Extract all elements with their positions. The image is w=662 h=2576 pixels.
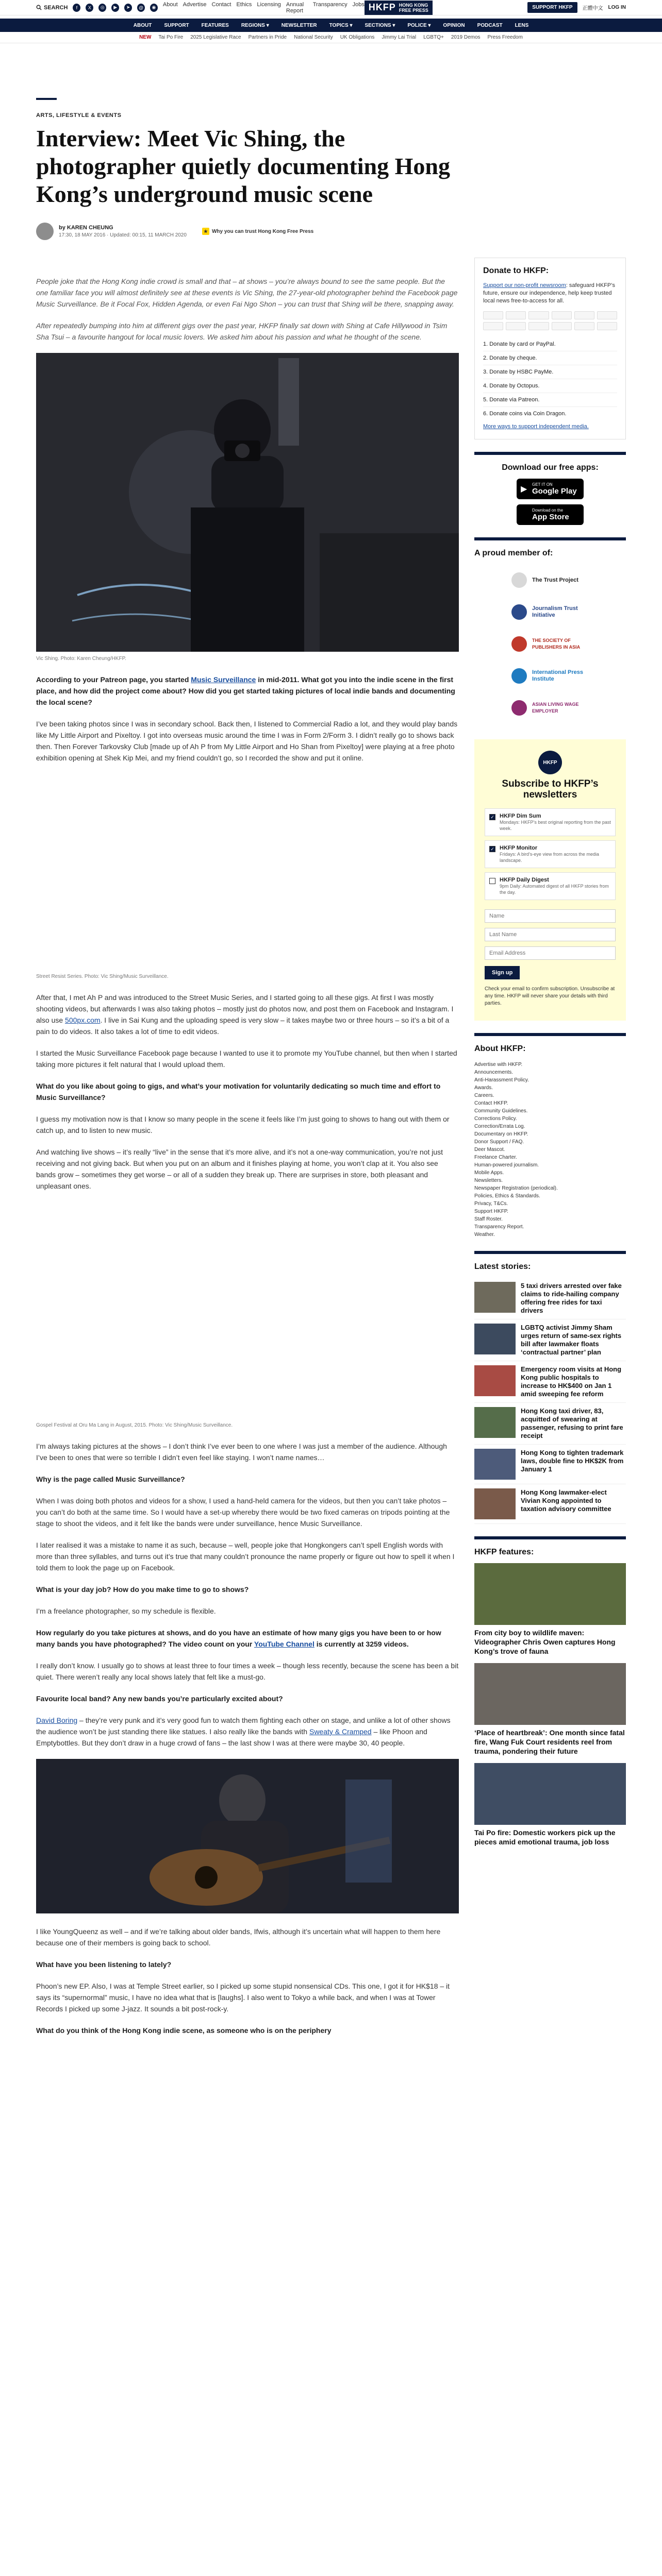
author-name[interactable]: by KAREN CHEUNG <box>59 225 113 231</box>
trending-item[interactable]: Jimmy Lai Trial <box>382 35 417 40</box>
article-title: Interview: Meet Vic Shing, the photographer quietly documenting Hong Kong’s underground music scene <box>36 125 450 207</box>
about-link[interactable]: Weather. <box>474 1232 495 1238</box>
about-link[interactable]: Donor Support / FAQ. <box>474 1139 524 1145</box>
interview-answer: I’ve been taking photos since I was in secondary school. Back then, I listened to Commercial Radio a lot, and they would play bands like My Little Airport and Pixeltoy. I got into overseas music around the time I was in Form 2/Form 3. I didn’t really go to shows back then. Then Forever Tarkovsky Club [made up of Ah P from My Little Airport and Ho Shan from Pixeltoy] were playing at a free photo exhibition opening at Shek Kip Mei, and my friend couldn’t go, so I recorded the show and put it online. <box>36 720 458 762</box>
trending-item[interactable]: Press Freedom <box>487 35 523 40</box>
payment-icon <box>528 311 549 319</box>
app-store-label: App Store <box>532 513 569 521</box>
signup-button[interactable]: Sign up <box>485 966 520 979</box>
interview-answer: I’m always taking pictures at the shows – I don’t think I’ve ever been to one where I was just a member of the audience. Although I’ve been to ones that were so terrible I didn’t even feel like staying. I won’t name names… <box>36 1442 447 1462</box>
about-link[interactable]: Advertise with HKFP. <box>474 1062 523 1067</box>
trending-item[interactable]: 2025 Legislative Race <box>190 35 241 40</box>
newsletter-badge: HKFP <box>538 751 562 774</box>
google-play-small: GET IT ON <box>532 482 553 487</box>
interview-question: Favourite local band? Any new bands you’re particularly excited about? <box>36 1694 283 1703</box>
interview-answer: I really don’t know. I usually go to shows at least three to four times a week – though less recently, because the scene has been a bit quiet. There weren’t really any local shows lately that felt like a must-go. <box>36 1662 459 1681</box>
youtube-channel-link[interactable]: YouTube Channel <box>254 1640 315 1648</box>
partner-name: The Trust Project <box>532 577 578 583</box>
nav-item[interactable]: LENS <box>515 22 529 28</box>
donate-option[interactable]: 2. Donate by cheque. <box>483 351 617 365</box>
trending-item[interactable]: Partners in Pride <box>248 35 287 40</box>
trust-link[interactable] <box>202 228 313 235</box>
guitarist-photo[interactable] <box>36 1759 459 1913</box>
about-link[interactable]: Documentary on HKFP. <box>474 1131 528 1137</box>
google-play-label: Google Play <box>532 487 577 496</box>
search-label: SEARCH <box>44 4 68 11</box>
guitarist-photo-image <box>36 1759 459 1913</box>
nav-item[interactable]: SUPPORT <box>164 22 189 28</box>
donate-title: Donate to HKFP: <box>483 266 549 275</box>
portrait-photo-image <box>36 353 459 652</box>
feature-title[interactable]: Tai Po fire: Domestic workers pick up the pieces amid emotional trauma, job loss <box>474 1828 616 1846</box>
trust-icon: ★ <box>202 228 209 235</box>
trending-new-label: NEW <box>139 35 152 40</box>
nav-item[interactable]: OPINION <box>443 22 465 28</box>
section-rule <box>474 1536 626 1539</box>
story-title: Hong Kong to tighten trademark laws, double fine to HK$2K from January 1 <box>521 1449 624 1473</box>
login-link[interactable]: LOG IN <box>608 5 626 10</box>
logo-subtext: HONG KONG FREE PRESS <box>399 2 428 13</box>
partner-logo[interactable] <box>474 692 626 724</box>
nav-item[interactable]: PODCAST <box>477 22 503 28</box>
about-link[interactable]: Policies, Ethics & Standards. <box>474 1193 540 1199</box>
about-link[interactable]: Newsletters. <box>474 1178 503 1183</box>
interview-answer: I guess my motivation now is that I know so many people in the scene it feels like I’m just going to shows to hang out with them or catch up, and to listen to new music. <box>36 1115 450 1134</box>
festival-photo-image <box>36 1202 459 1418</box>
apps-title: Download our free apps: <box>502 463 599 472</box>
lead-paragraph: After repeatedly bumping into him at different gigs over the past year, HKFP finally sat down with Shing at Cafe Hillywood in Tsim Sha Tsui – a favourite hangout for local music lovers. We asked him about his passion and what he thought of the scene. <box>36 321 448 341</box>
newsletter-name: HKFP Monitor <box>500 845 538 851</box>
portrait-photo[interactable] <box>36 353 459 652</box>
partner-logo[interactable] <box>474 596 626 628</box>
partner-name: THE SOCIETY OF PUBLISHERS IN ASIA <box>532 638 581 650</box>
sopa-icon <box>511 636 527 652</box>
partner-logo[interactable] <box>474 660 626 692</box>
interview-question: Why is the page called Music Surveillance? <box>36 1475 185 1483</box>
ipi-icon <box>511 668 527 684</box>
partners-title: A proud member of: <box>474 549 553 557</box>
about-link[interactable]: Support HKFP. <box>474 1209 508 1214</box>
google-play-button[interactable] <box>517 479 584 499</box>
sidebar <box>474 258 626 1854</box>
latest-story[interactable] <box>474 1278 626 1319</box>
payment-icon <box>483 322 503 330</box>
instagram-icon[interactable]: ◎ <box>98 4 106 12</box>
donate-option[interactable]: 5. Donate via Patreon. <box>483 393 617 407</box>
play-store-icon: ▶ <box>521 485 527 494</box>
newsletter-name: HKFP Dim Sum <box>500 813 541 819</box>
interview-question: How regularly do you take pictures at shows, and do you have an estimate of how many gigs you have been to or how many bands you have photographed? The video count on your YouTube Channel is currently at 3259 videos. <box>36 1629 441 1648</box>
donate-option[interactable]: 1. Donate by card or PayPal. <box>483 337 617 351</box>
festival-photo[interactable] <box>36 1202 459 1418</box>
article-dates: 17:30, 18 MAY 2016 · Updated: 00:15, 11 MARCH 2020 <box>59 232 187 238</box>
about-links <box>474 1061 626 1239</box>
jti-icon <box>511 604 527 620</box>
article-body <box>36 276 459 2046</box>
photo-caption: Gospel Festival at Oru Ma Lang in August, 2015. Photo: Vic Shing/Music Surveillance. <box>36 1422 233 1428</box>
living-wage-icon <box>511 700 527 716</box>
feature-image[interactable] <box>474 1563 626 1625</box>
music-surveillance-link[interactable]: Music Surveillance <box>191 675 256 684</box>
top-link[interactable]: Ethics <box>236 1 252 8</box>
donate-option[interactable]: 6. Donate coins via Coin Dragon. <box>483 411 567 417</box>
about-link[interactable]: Privacy, T&Cs. <box>474 1201 508 1207</box>
top-link[interactable]: About <box>162 1 178 8</box>
newsletter-desc: 9pm Daily: Automated digest of all HKFP stories from the day. <box>500 884 609 895</box>
top-link[interactable]: Contact <box>211 1 231 8</box>
partner-name: Journalism Trust Initiative <box>532 605 578 618</box>
latest-story[interactable] <box>474 1319 626 1361</box>
youtube-icon[interactable]: ▶ <box>111 4 119 12</box>
nav-item[interactable]: NEWSLETTER <box>281 22 317 28</box>
checkbox-icon[interactable] <box>489 878 495 884</box>
newsletter-option[interactable] <box>485 808 616 836</box>
about-title: About HKFP: <box>474 1044 526 1053</box>
email-input[interactable] <box>485 946 616 960</box>
trending-item[interactable]: LGBTQ+ <box>423 35 444 40</box>
payment-icon <box>483 311 503 319</box>
trending-item[interactable]: National Security <box>294 35 333 40</box>
nav-item[interactable]: SECTIONS ▾ <box>365 22 395 28</box>
500px-link[interactable]: 500px.com <box>65 1016 101 1024</box>
nav-item[interactable]: FEATURES <box>201 22 229 28</box>
story-title: LGBTQ activist Jimmy Sham urges return of same-sex rights bill after lawmaker floats ‘contractual partner’ plan <box>521 1324 622 1356</box>
interview-question: What do you like about going to gigs, and what’s your motivation for voluntarily dedicating so much time and effort to Music Surveillance? <box>36 1082 441 1101</box>
newsletter-option[interactable] <box>485 872 616 900</box>
story-thumbnail <box>474 1488 516 1519</box>
nav-item[interactable]: ABOUT <box>133 22 152 28</box>
about-link[interactable]: Newspaper Registration (periodical). <box>474 1185 558 1191</box>
trust-project-icon <box>511 572 527 588</box>
nav-item[interactable]: POLICE ▾ <box>407 22 431 28</box>
photo-caption: Street Resist Series. Photo: Vic Shing/Music Surveillance. <box>36 974 169 979</box>
support-newsroom-link[interactable]: Support our non-profit newsroom <box>483 282 566 289</box>
interview-answer: David Boring – they’re very punk and it’s very good fun to watch them fighting each other on stage, and unlike a lot of other shows the audience won’t be just standing there like statues. I also really like the bands with Sweaty & Cramped – like Phoon and Emptybottles. But they don’t draw in a huge crowd of fans – the last show I was at there were maybe 30, 40 people. <box>36 1716 451 1747</box>
sweaty-cramped-link[interactable]: Sweaty & Cramped <box>309 1727 372 1736</box>
top-links <box>163 2 365 14</box>
latest-story[interactable] <box>474 1403 626 1445</box>
newsletter-widget <box>474 739 626 1021</box>
photo-caption: Vic Shing. Photo: Karen Cheung/HKFP. <box>36 656 126 662</box>
payment-icon <box>506 322 526 330</box>
x-icon[interactable]: X <box>86 4 93 12</box>
support-hkfp-button[interactable]: SUPPORT HKFP <box>527 2 577 13</box>
newsletter-title: Subscribe to HKFP’s newsletters <box>502 778 599 800</box>
david-boring-link[interactable]: David Boring <box>36 1716 78 1724</box>
story-title: Hong Kong lawmaker-elect Vivian Kong appointed to taxation advisory committee <box>521 1488 611 1513</box>
latest-story[interactable] <box>474 1484 626 1524</box>
newsletter-name: HKFP Daily Digest <box>500 877 549 883</box>
title-rule <box>36 98 57 100</box>
story-thumbnail <box>474 1449 516 1480</box>
partner-name: ASIAN LIVING WAGE EMPLOYER <box>532 702 579 714</box>
rss-icon[interactable]: ◉ <box>150 4 158 12</box>
partner-name: International Press Institute <box>532 669 584 682</box>
about-link[interactable]: Contact HKFP. <box>474 1100 508 1106</box>
more-ways-link[interactable]: More ways to support independent media. <box>483 423 589 430</box>
newsletter-option[interactable] <box>485 840 616 868</box>
latest-story[interactable] <box>474 1445 626 1484</box>
about-link[interactable]: Careers. <box>474 1093 494 1098</box>
newsletter-desc: Fridays: A bird’s-eye view from across the media landscape. <box>500 852 599 863</box>
donate-widget <box>474 258 626 439</box>
payment-icon <box>574 322 594 330</box>
section-rule <box>474 1251 626 1254</box>
top-link[interactable]: Licensing <box>257 1 281 8</box>
newsletter-note: Check your email to confirm subscription. Unsubscribe at any time. HKFP will never share your details with third parties. <box>485 986 615 1006</box>
facebook-icon[interactable]: f <box>73 4 80 12</box>
author-avatar <box>36 223 54 240</box>
interview-question: What is your day job? How do you make time to go to shows? <box>36 1585 249 1594</box>
payment-icon <box>528 322 549 330</box>
main-nav <box>0 19 662 32</box>
feature-title[interactable]: From city boy to wildlife maven: Videographer Chris Owen captures Hong Kong’s trove of fauna <box>474 1629 616 1655</box>
payment-icon <box>574 311 594 319</box>
about-link[interactable]: Corrections Policy. <box>474 1116 517 1122</box>
top-link[interactable]: Jobs <box>352 1 365 8</box>
trust-text: Why you can trust Hong Kong Free Press <box>211 228 314 234</box>
about-link[interactable]: Human-powered journalism. <box>474 1162 539 1168</box>
about-link[interactable]: Transparency Report. <box>474 1224 524 1230</box>
about-link[interactable]: Announcements. <box>474 1070 514 1075</box>
feature-image[interactable] <box>474 1663 626 1725</box>
interview-question: According to your Patreon page, you started Music Surveillance in mid-2011. What got you into the indie scene in the first place, and how did the project come about? How did you get started taking pictures of local indie bands and documenting the local scene? <box>36 675 455 706</box>
interview-question: What do you think of the Hong Kong indie scene, as someone who is on the periphery <box>36 2026 332 2035</box>
byline <box>36 223 626 240</box>
top-link[interactable]: Annual Report <box>286 1 304 14</box>
app-store-small: Download on the <box>532 508 564 513</box>
logo-text: HKFP <box>368 2 396 12</box>
payment-icon <box>597 311 617 319</box>
newsletter-desc: Mondays: HKFP’s best original reporting from the past week. <box>500 820 611 831</box>
interview-answer: I like YoungQueenz as well – and if we’re talking about older bands, Ifwis, although it’s uncertain what will happen to them here because one of their members is going back to school. <box>36 1927 441 1947</box>
section-rule <box>474 1033 626 1036</box>
trending-item[interactable]: Tai Po Fire <box>158 35 184 40</box>
payment-methods <box>483 311 617 330</box>
top-utility-bar <box>0 0 662 15</box>
payment-icon <box>597 322 617 330</box>
feature-image[interactable] <box>474 1763 626 1825</box>
story-thumbnail <box>474 1324 516 1354</box>
story-title: Hong Kong taxi driver, 83, acquitted of swearing at passenger, refusing to print fare receipt <box>521 1407 623 1439</box>
story-thumbnail <box>474 1407 516 1438</box>
section-rule <box>474 452 626 455</box>
interview-answer: I started the Music Surveillance Facebook page because I wanted to use it to promote my YouTube channel, but then when I started taking more pictures it felt natural that I would upload them. <box>36 1049 457 1069</box>
article-category[interactable]: ARTS, LIFESTYLE & EVENTS <box>36 112 122 118</box>
about-link[interactable]: Anti-Harassment Policy. <box>474 1077 529 1083</box>
search-icon <box>36 5 42 10</box>
telegram-icon[interactable]: ➤ <box>124 4 132 12</box>
donate-option[interactable]: 4. Donate by Octopus. <box>483 379 617 393</box>
features-title: HKFP features: <box>474 1548 534 1556</box>
interview-answer: When I was doing both photos and videos for a show, I used a hand-held camera for the videos, but then you can’t take photos – you can’t do both at the same time. So I would have a set-up whereby there would be two fixed cameras on tripods pointing at the stage to shoot the videos, and it felt like the bands were under surveillance, hence Music Surveillance. <box>36 1497 450 1528</box>
donate-options <box>483 337 617 420</box>
feature-title[interactable]: ‘Place of heartbreak’: One month since fatal fire, Wang Fuk Court residents reel from trauma, pondering their future <box>474 1728 625 1755</box>
partner-logo[interactable] <box>474 628 626 660</box>
interview-answer: I later realised it was a mistake to name it as such, because – well, people joke that Hongkongers can’t spell English words with more than three syllables, and turns out it’s true that many couldn’t pronounce the name properly or figure out how to spell it when I told them to look the page up on Facebook. <box>36 1541 455 1572</box>
latest-story[interactable] <box>474 1361 626 1403</box>
latest-title: Latest stories: <box>474 1262 531 1271</box>
donate-option[interactable]: 3. Donate by HSBC PayMe. <box>483 365 617 379</box>
app-store-button[interactable] <box>517 504 584 525</box>
about-link[interactable]: Correction/Errata Log. <box>474 1124 525 1129</box>
interview-answer: And watching live shows – it’s really “live” in the sense that it’s more alive, and it’s not a one-way communication, you’re not just receiving and not giving back. But when you put on an album and it finishes playing at home, you won’t clap at it. You also see bands grow – sometimes they get worse – or all of a sudden they break up. There are surprises in store, both pleasant and unpleasant ones. <box>36 1148 443 1190</box>
story-thumbnail <box>474 1365 516 1396</box>
checkbox-checked-icon[interactable]: ✓ <box>489 814 495 820</box>
about-link[interactable]: Community Guidelines. <box>474 1108 528 1114</box>
interview-answer: After that, I met Ah P and was introduced to the Street Music Series, and I started going to all these gigs. At first I was mostly shooting videos, but afterwards I was also taking photos – mostly just do photos now, and post them on Facebook and Instagram. I also use 500px.com. I live in Sai Kung and the uploading speed is very slow – it takes maybe two or three hours – so it’s a bit of a pain to do videos. It also takes a lot of time to edit videos. <box>36 993 454 1036</box>
section-rule <box>474 537 626 540</box>
top-link[interactable]: Transparency <box>312 1 347 8</box>
payment-icon <box>552 311 572 319</box>
trending-bar <box>0 32 662 43</box>
trending-item[interactable]: UK Obligations <box>340 35 375 40</box>
search-button[interactable] <box>36 5 68 11</box>
trending-item[interactable]: 2019 Demos <box>451 35 481 40</box>
about-link[interactable]: Deer Mascot. <box>474 1147 505 1153</box>
donate-intro: Support our non-profit newsroom: safeguard HKFP’s future, ensure our independence, help keep trusted local news free-to-access for all. <box>483 282 615 304</box>
article-wrapper <box>36 98 626 2035</box>
about-link[interactable]: Awards. <box>474 1085 493 1091</box>
lead-paragraph: People joke that the Hong Kong indie crowd is small and that – at shows – you’re always bound to see the same people. But the one familiar face you will almost definitely see at these events is Vic Shing, the 27-year-old photographer behind the Facebook page Music Surveillance. Be it Focal Fox, Hidden Agenda, or even Fai Ngo Shon – you can trust that Shing will be there, snapping away. <box>36 277 458 308</box>
top-link[interactable]: Advertise <box>183 1 207 8</box>
concert-photo-image <box>36 774 459 970</box>
about-link[interactable]: Staff Roster. <box>474 1216 503 1222</box>
checkbox-checked-icon[interactable]: ✓ <box>489 846 495 852</box>
about-link[interactable]: Mobile Apps. <box>474 1170 504 1176</box>
story-thumbnail <box>474 1282 516 1313</box>
interview-question: What have you been listening to lately? <box>36 1960 172 1969</box>
interview-answer: Phoon’s new EP. Also, I was at Temple Street earlier, so I picked up some stupid nonsensical CDs. This one, I got it for HK$18 – it says its “supernormal” music, I have no idea what that is [laughs]. I also went to Tokyo a while back, and when I was at Tower Records I picked up some J-jazz. It sounds a bit post-rock-y. <box>36 1982 450 2013</box>
story-title: Emergency room visits at Hong Kong public hospitals to increase to HK$400 on Jan 1 amid sweeping fee reform <box>521 1365 622 1398</box>
partner-logo[interactable] <box>474 564 626 596</box>
story-title: 5 taxi drivers arrested over fake claims to ride-hailing company offering free rides for taxi drivers <box>521 1282 622 1314</box>
threads-icon[interactable]: @ <box>137 4 145 12</box>
last-name-input[interactable] <box>485 928 616 941</box>
nav-item[interactable]: REGIONS ▾ <box>241 22 269 28</box>
about-link[interactable]: Freelance Charter. <box>474 1155 517 1160</box>
concert-photo[interactable] <box>36 774 459 970</box>
site-logo[interactable] <box>365 1 433 15</box>
interview-answer: I’m a freelance photographer, so my schedule is flexible. <box>36 1607 216 1615</box>
payment-icon <box>552 322 572 330</box>
name-input[interactable] <box>485 909 616 923</box>
language-link[interactable]: 正體中文 <box>582 6 603 11</box>
nav-item[interactable]: TOPICS ▾ <box>329 22 353 28</box>
payment-icon <box>506 311 526 319</box>
